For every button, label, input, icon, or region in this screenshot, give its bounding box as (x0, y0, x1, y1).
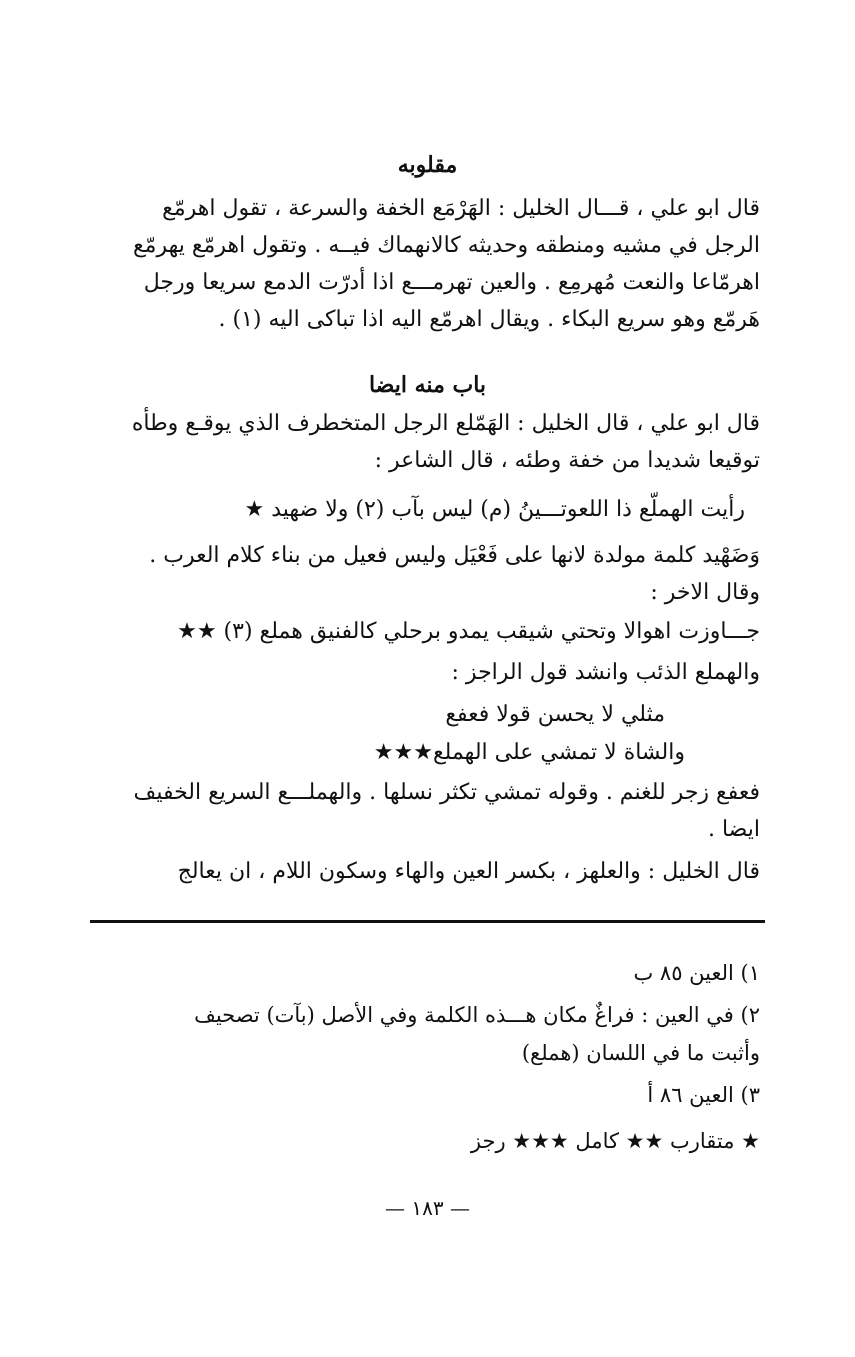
paragraph-dahyad (95, 537, 760, 611)
footnote-2: ٢) في العين : فراغٌ مكان هـــذه الكلمة وفي الأصل (بآت) تصحيف (194, 1003, 760, 1027)
text-line: قال الخليل : والعلهز ، بكسر العين والهاء وسكون اللام ، ان يعالج (177, 859, 760, 884)
text-line: ايضا . (707, 817, 760, 842)
footnote-3: ٣) العين ٨٦ أ (647, 1083, 760, 1107)
paragraph-harmaa (95, 190, 760, 338)
footnote-divider (90, 920, 765, 923)
rajaz-line-1: مثلي لا يحسن قولا فعفع (445, 702, 665, 727)
footnote-1: ١) العين ٨٥ ب (633, 961, 760, 985)
paragraph-faafa (95, 774, 760, 848)
text-line: توقيعا شديدا من خفة وطئه ، قال الشاعر : (374, 448, 760, 473)
page-number: — ١٨٣ — (385, 1196, 470, 1220)
text-line: قال ابو علي ، قـــال الخليل : الهَرْمَع الخفة والسرعة ، تقول اهرمّع (162, 196, 760, 221)
rajaz-line-2: والشاة لا تمشي على الهملع★★★ (373, 740, 685, 765)
paragraph-alhaz (95, 853, 760, 890)
section-heading-bab-minhu: باب منه ايضا (368, 372, 487, 398)
text-line: هَرمّع وهو سريع البكاء . ويقال اهرمّع اليه اذا تباكى اليه (١) . (218, 307, 760, 332)
poetry-verse-1: رأيت الهملّع ذا اللعوتـــينُ (م) ليس بآب (٢) ولا ضهيد ★ (244, 497, 745, 522)
text-line: وَضَهْيد كلمة مولدة لانها على فَعْيَل وليس فعيل من بناء كلام العرب . (149, 543, 760, 568)
poetry-verse-2: جـــاوزت اهوالا وتحتي شيقب يمدو برحلي كالفنيق هملع (٣) ★★ (177, 619, 760, 644)
paragraph-hamla-wolf (95, 654, 760, 691)
text-line: قال ابو علي ، قال الخليل : الهَمّلع الرجل المتخطرف الذي يوقـع وطأه (131, 411, 760, 436)
text-line: اهرمّاعا والنعت مُهرمِع . والعين تهرمـــع اذا أدرّت الدمع سريعا ورجل (143, 270, 760, 295)
text-line: وقال الاخر : (650, 580, 760, 605)
text-line: الرجل في مشيه ومنطقه وحديثه كالانهماك فيــه . وتقول اهرمّع يهرمّع (132, 233, 760, 258)
text-line: فعفع زجر للغنم . وقوله تمشي تكثر نسلها . والهملـــع السريع الخفيف (133, 780, 760, 805)
footnote-2-continued: وأثبت ما في اللسان (هملع) (521, 1041, 760, 1065)
section-heading-maqlubuh: مقلوبه (397, 152, 458, 178)
text-line: والهملع الذئب وانشد قول الراجز : (451, 660, 760, 685)
meter-legend: ★ متقارب ★★ كامل ★★★ رجز (470, 1129, 760, 1153)
paragraph-hamalla (95, 405, 760, 479)
